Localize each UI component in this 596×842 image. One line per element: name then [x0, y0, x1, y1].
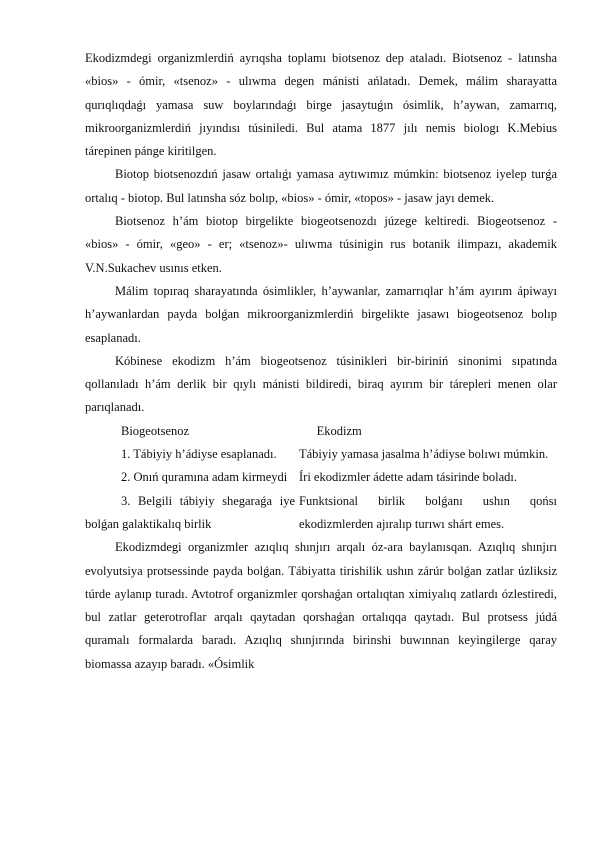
paragraph-food-chain: Ekodizmdegi organizmler azıqlıq shınjırı arqalı óz-ara baylanısqan. Azıqlıq shınjırı evolyutsiya protsessinde payda bolǵan. Tábiyatta tirishilik ushın zárúr bolǵan zatlar úzliksiz túrde aylanıp turadı. Avtotrof organizmler qorshaǵan ortalıqtan ximiyalıq zatlardı ózlestiredi, bul zatlar geterotroflar arqalı qaytadan qorshaǵan ortalıqqa qaytadı. Bul protsess júdá quramalı formalarda baradı. Azıqlıq shınjırında birinshi buwınnan keyingilerge qaray biomassa azayıp baradı. «Ósimlik	[85, 540, 557, 671]
paragraph-synonyms: Kóbinese ekodizm h’ám biogeotsenoz túsinikleri bir-biriniń sinonimi sıpatında qollanıladı h’ám derlik bir qıylı mánisti bildiredi, biraq ayırım bir tárepleri menen olar parıqlanadı.	[85, 353, 557, 415]
comparison-cell-ekodizm: Íri ekodizmler ádette adam tásirinde boladı.	[299, 470, 517, 485]
document-body	[85, 47, 557, 676]
comparison-row	[85, 490, 557, 537]
paragraph-biotsenoz-definition: Ekodizmdegi organizmlerdiń ayrıqsha toplamı biotsenoz dep ataladı. Biotsenoz - latınsha «bios» - ómir, «tsenoz» - ulıwma degen mánisti ańlatadı. Demek, málim sharayatta qurıqlıqdaǵı yamasa suw boylarındaǵı birge jasaytuǵın ósimlik, h’aywan, zamarrıq, mikroorganizmlerdiń jıyındısı túsiniledi. Bul atama 1877 jılı nemis biologı K.Mebius tárepinen pánge kiritilgen.	[85, 51, 557, 159]
comparison-cell-biogeotsenoz: 1. Tábiyiy h’ádiyse esaplanadı.	[121, 447, 277, 462]
comparison-cell-biogeotsenoz: 2. Onıń quramına adam kirmeydi	[121, 470, 288, 485]
paragraph-biogeotsenoz-composition: Málim topıraq sharayatında ósimlikler, h’aywanlar, zamarrıqlar h’ám ayırım ápiwayı h’aywanlardan payda bolǵan mikroorganizmlerdiń birgelikte jasawı biogeotsenoz bolıp esaplanadı.	[85, 283, 557, 345]
paragraph-biogeotsenoz-term: Biotsenoz h’ám biotop birgelikte biogeotsenozdı júzege keltiredi. Biogeotsenoz - «bios» - ómir, «geo» - er; «tsenoz»- ulıwma túsinigin rus botanik ilimpazı, akademik V.N.Sukachev usınıs etken.	[85, 214, 557, 275]
comparison-row	[85, 443, 557, 466]
comparison-header-row	[85, 420, 557, 443]
paragraph-biotop: Biotop biotsenozdıń jasaw ortalıǵı yamasa aytıwımız múmkin: biotsenoz iyelep turǵa ortalıq - biotop. Bul latınsha sóz bolıp, «bios» - ómir, «topos» - jasaw jayı demek.	[85, 167, 557, 205]
comparison-cell-ekodizm: Funktsional birlik bolǵanı ushın qońsı ekodizmlerden ajıralıp turıwı shárt emes.	[299, 493, 557, 531]
comparison-row	[85, 466, 557, 489]
comparison-table	[85, 420, 557, 536]
comparison-cell-biogeotsenoz: 3. Belgili tábiyiy shegaraǵa iye bolǵan galaktikalıq birlik	[85, 493, 295, 531]
comparison-header-biogeotsenoz: Biogeotsenoz	[121, 423, 190, 438]
comparison-header-ekodizm: Ekodizm	[316, 423, 362, 438]
comparison-cell-ekodizm: Tábiyiy yamasa jasalma h’ádiyse bolıwı múmkin.	[299, 447, 549, 462]
